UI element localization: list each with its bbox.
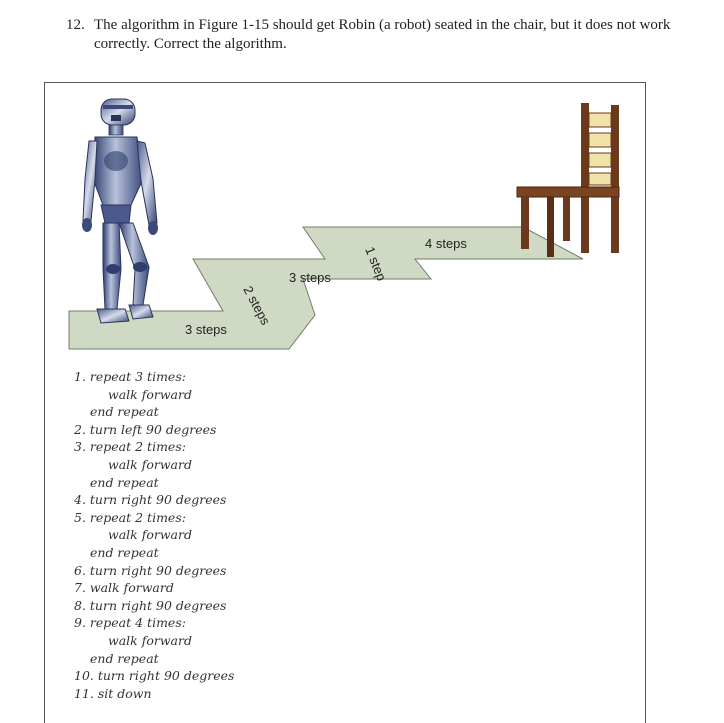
algorithm-line: 10. turn right 90 degrees: [74, 668, 235, 684]
algorithm-line: 3. repeat 2 times:: [74, 439, 186, 455]
label-third-run: 4 steps: [425, 236, 467, 251]
algorithm-line: 8. turn right 90 degrees: [74, 597, 227, 613]
label-first-run: 3 steps: [185, 322, 227, 337]
label-second-run: 3 steps: [289, 270, 331, 285]
algorithm-line: 4. turn right 90 degrees: [74, 492, 227, 508]
algorithm-line: end repeat: [90, 650, 159, 666]
algorithm-line: end repeat: [90, 474, 159, 490]
algorithm-line: end repeat: [90, 404, 159, 420]
robot-path-illustration: [45, 83, 645, 363]
label-first-rise: 2 steps: [240, 283, 274, 328]
algorithm-line: 5. repeat 2 times:: [74, 509, 186, 525]
algorithm-line: walk forward: [108, 386, 192, 402]
algorithm-line: end repeat: [90, 544, 159, 560]
question-text: The algorithm in Figure 1-15 should get Robin (a robot) seated in the chair, but it does not work correctly. Correct the algorithm.: [94, 17, 671, 52]
algorithm-line: 1. repeat 3 times:: [74, 369, 186, 384]
algorithm-line: 6. turn right 90 degrees: [74, 562, 227, 578]
algorithm-line: 7. walk forward: [74, 580, 174, 596]
algorithm-line: walk forward: [108, 632, 192, 648]
question-number: 12.: [66, 17, 85, 33]
algorithm-line: 11. sit down: [74, 685, 152, 701]
label-second-rise: 1 step: [362, 244, 390, 283]
algorithm-line: walk forward: [108, 527, 192, 543]
algorithm-listing: [74, 368, 234, 702]
algorithm-line: 9. repeat 4 times:: [74, 615, 186, 631]
algorithm-line: walk forward: [108, 456, 192, 472]
algorithm-line: 2. turn left 90 degrees: [74, 421, 217, 437]
robot-robin: [82, 99, 158, 323]
